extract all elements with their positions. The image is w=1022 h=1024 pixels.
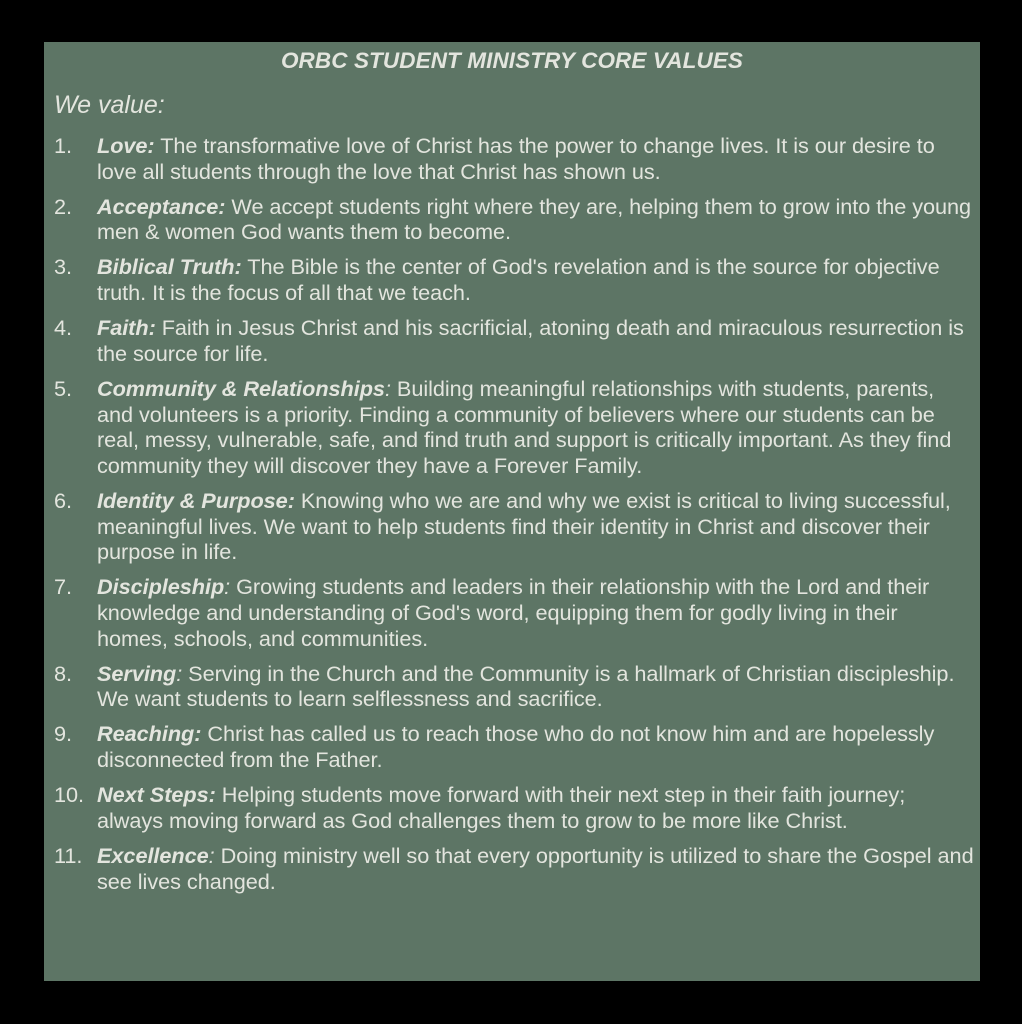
- value-description: Helping students move forward with their next step in their faith journey; always moving forward as God challenges them to grow to be more like Christ.: [97, 782, 906, 833]
- value-item-love: [54, 133, 974, 184]
- value-item-excellence: [54, 843, 974, 894]
- value-term: Love: [97, 133, 148, 158]
- value-number: 10.: [54, 782, 84, 808]
- value-separator: :: [176, 660, 183, 686]
- value-term: Discipleship: [97, 574, 225, 600]
- value-description: Building meaningful relationships with students, parents, and volunteers is a priority. Finding a community of believers where our students can be real, messy, vulnerable, safe, and find truth and support is critically important. As they find community they will discover they have a Forever Family.: [97, 375, 952, 478]
- value-number: 4.: [54, 315, 72, 341]
- value-separator: :: [224, 574, 231, 600]
- value-description: The Bible is the center of God's revelation and is the source for objective truth. It is the focus of all that we teach.: [97, 254, 940, 306]
- value-description: Serving in the Church and the Community is a hallmark of Christian discipleship. We want students to learn selflessness and sacrifice.: [97, 660, 955, 712]
- value-separator: :: [148, 315, 156, 341]
- value-number: 7.: [54, 574, 72, 600]
- value-separator: :: [384, 375, 391, 401]
- value-item-next-steps: [54, 782, 974, 833]
- value-number: 1.: [54, 133, 72, 158]
- value-separator: :: [208, 842, 215, 868]
- value-number: 9.: [54, 721, 72, 747]
- value-item-faith: [54, 315, 974, 366]
- value-term: Faith: [97, 315, 149, 341]
- value-description: Christ has called us to reach those who do not know him and are hopelessly disconnected from the Father.: [97, 721, 935, 773]
- value-term: Acceptance: [97, 193, 219, 219]
- value-term: Reaching: [97, 721, 195, 747]
- core-values-panel: [44, 42, 980, 981]
- value-separator: :: [234, 254, 242, 280]
- value-separator: :: [218, 193, 226, 219]
- value-separator: :: [194, 721, 202, 747]
- value-separator: :: [208, 782, 216, 808]
- core-values-list: [54, 133, 974, 904]
- value-term: Next Steps: [97, 782, 209, 808]
- value-description: Growing students and leaders in their relationship with the Lord and their knowledge and understanding of God's word, equipping them for godly living in their homes, schools, and communities.: [97, 574, 930, 651]
- value-number: 5.: [54, 375, 72, 401]
- value-number: 3.: [54, 254, 72, 280]
- value-separator: :: [287, 487, 295, 513]
- value-term: Excellence: [97, 842, 209, 868]
- value-description: Faith in Jesus Christ and his sacrificial, atoning death and miraculous resurrection is the source for life.: [97, 315, 964, 366]
- value-separator: :: [147, 133, 155, 158]
- value-number: 6.: [54, 487, 72, 513]
- value-description: The transformative love of Christ has the power to change lives. It is our desire to love all students through the love that Christ has shown us.: [97, 133, 935, 184]
- value-number: 11.: [54, 842, 83, 868]
- value-item-reaching: [54, 721, 974, 772]
- value-description: Doing ministry well so that every opportunity is utilized to share the Gospel and see lives changed.: [97, 842, 974, 894]
- value-number: 2.: [54, 193, 72, 219]
- value-item-identity-purpose: [54, 488, 974, 565]
- value-number: 8.: [54, 660, 72, 686]
- value-term: Community & Relationships: [97, 375, 385, 401]
- value-item-discipleship: [54, 574, 974, 651]
- value-item-community-relationships: [54, 376, 974, 479]
- value-term: Serving: [97, 660, 177, 686]
- value-item-acceptance: [54, 194, 974, 245]
- value-term: Biblical Truth: [97, 254, 235, 280]
- value-term: Identity & Purpose: [97, 487, 288, 513]
- value-description: Knowing who we are and why we exist is critical to living successful, meaningful lives. We want to help students find their identity in Christ and discover their purpose in life.: [97, 487, 951, 565]
- value-item-serving: [54, 661, 974, 712]
- value-description: We accept students right where they are, helping them to grow into the young men & women God wants them to become.: [97, 193, 972, 245]
- value-item-biblical-truth: [54, 254, 974, 305]
- intro-text: We value:: [54, 91, 165, 119]
- page-title: ORBC STUDENT MINISTRY CORE VALUES: [280, 48, 744, 73]
